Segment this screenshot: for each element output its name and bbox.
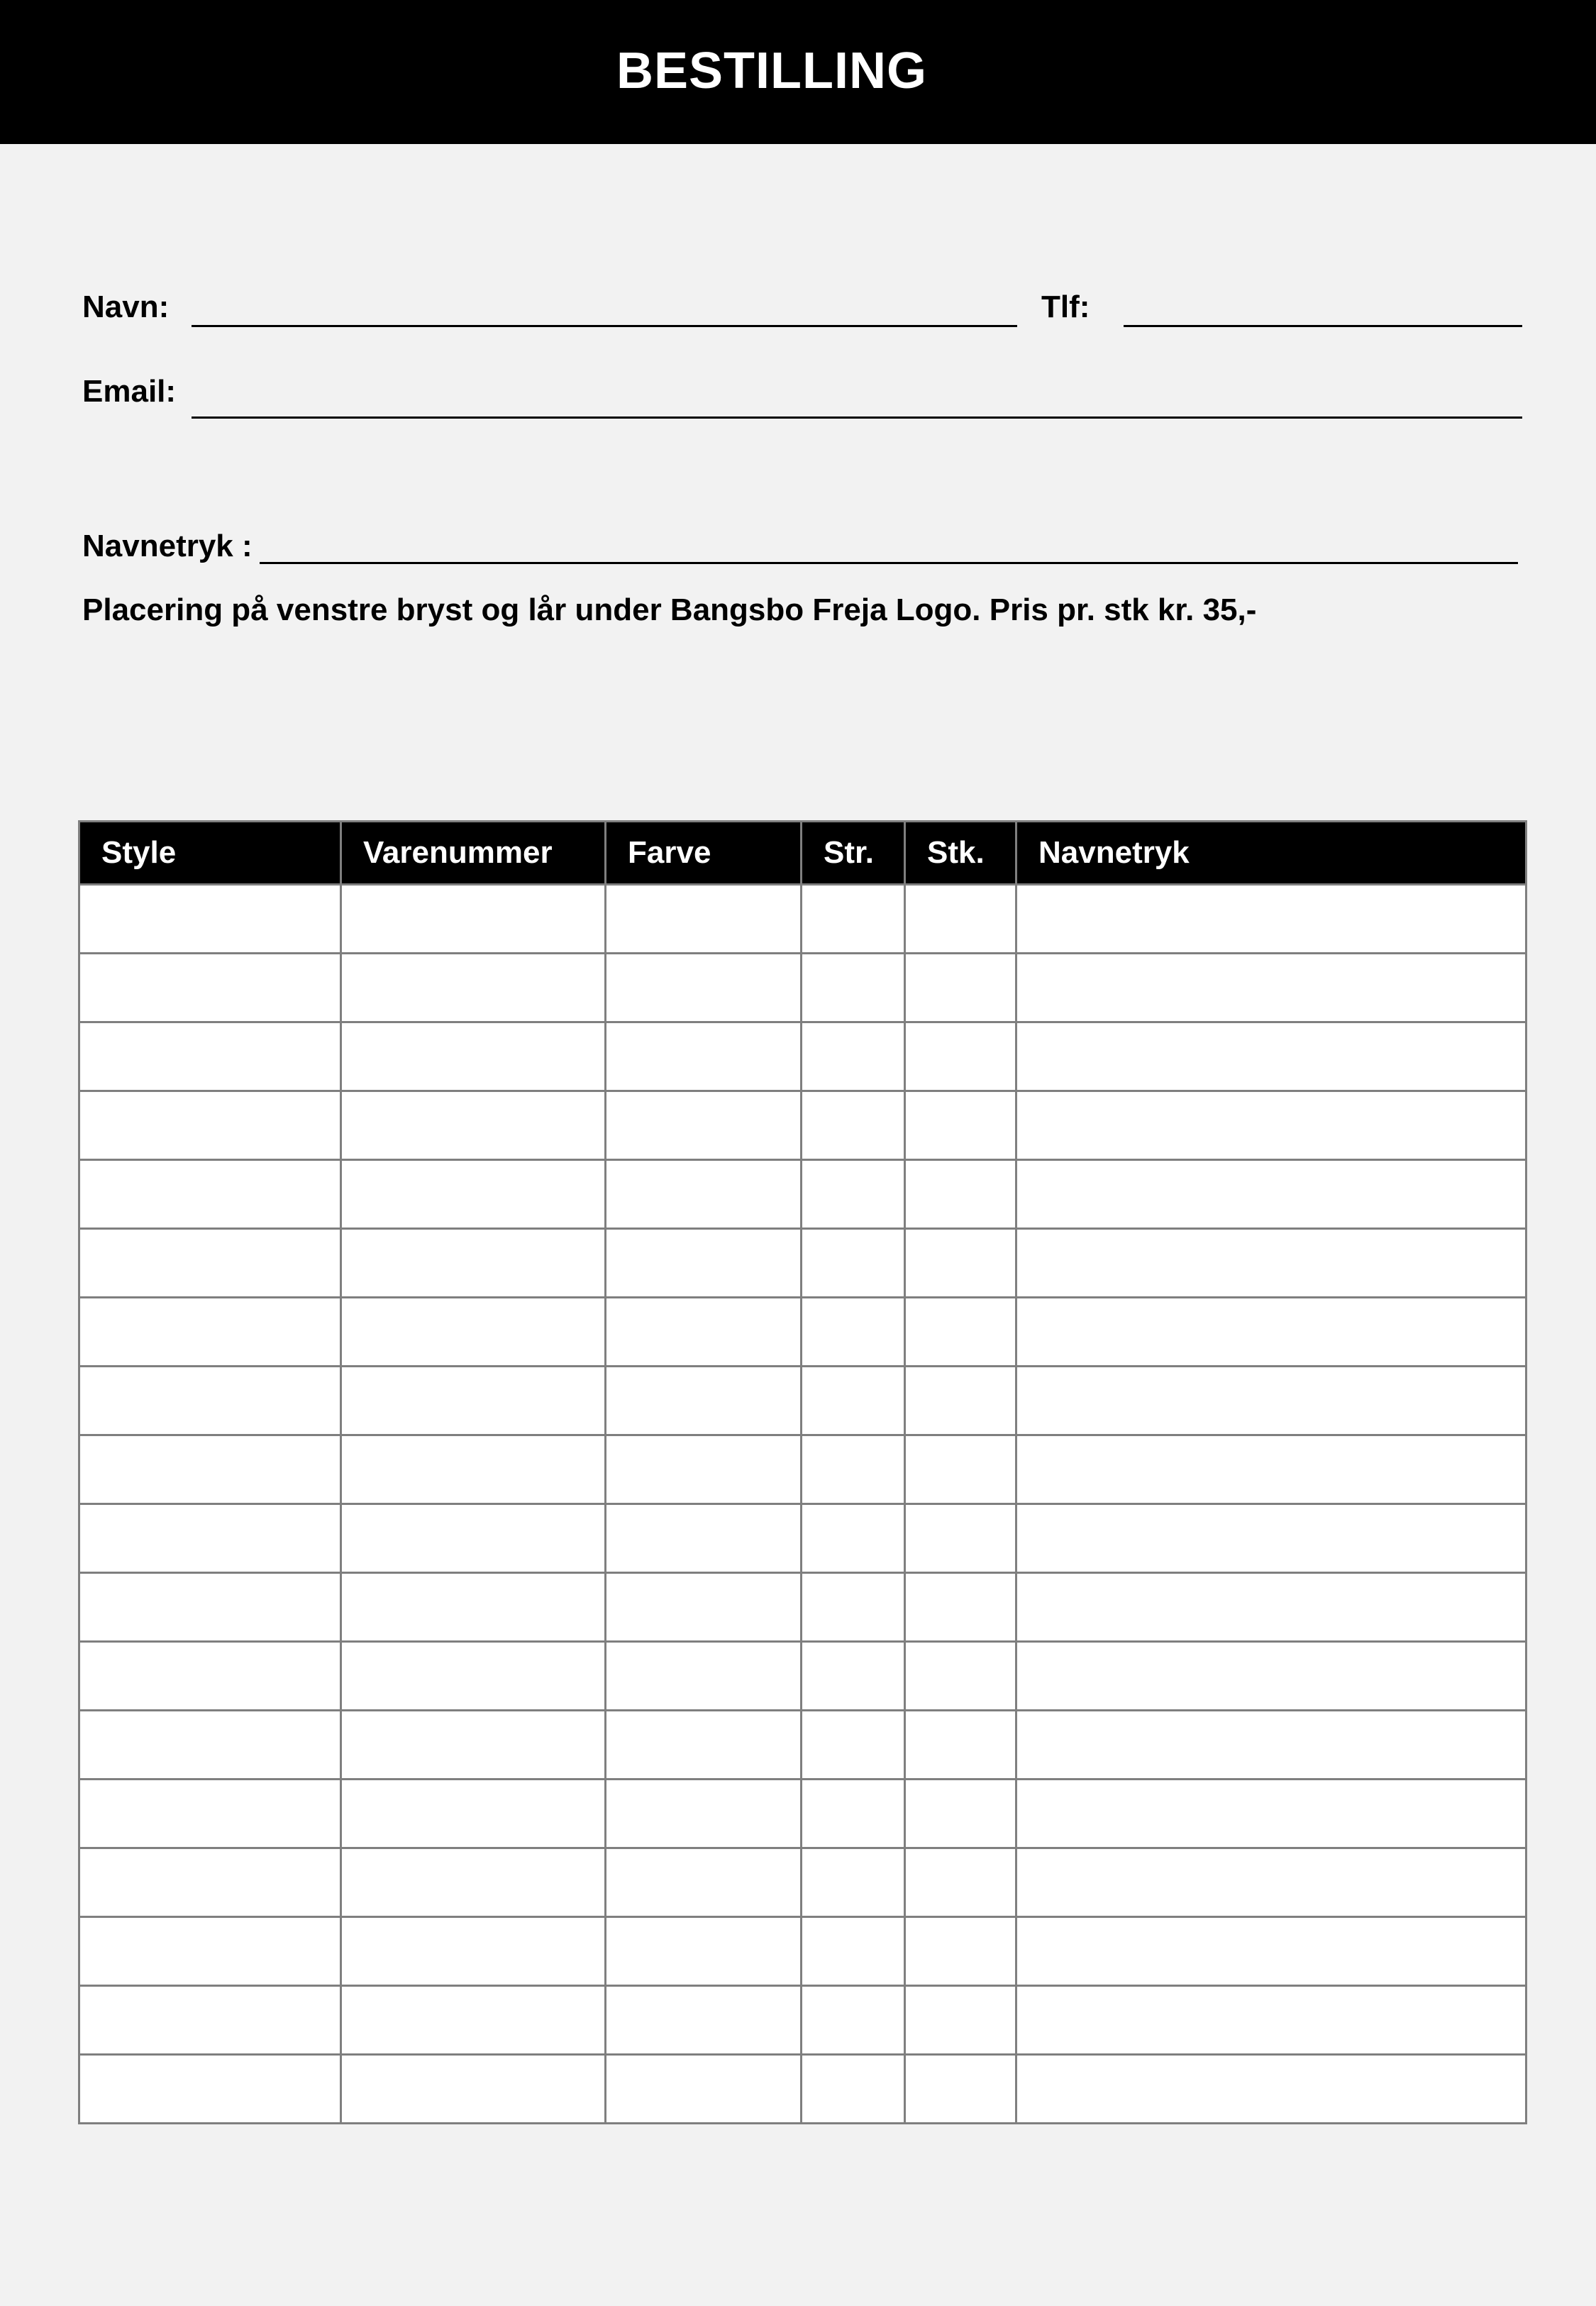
order-cell-style[interactable] <box>79 1022 341 1091</box>
order-table <box>78 820 1527 2124</box>
order-cell-str[interactable] <box>802 885 905 954</box>
order-cell-navnetryk[interactable] <box>1016 1367 1526 1435</box>
order-cell-stk[interactable] <box>905 1504 1016 1573</box>
order-cell-style[interactable] <box>79 1642 341 1711</box>
column-header-varenummer: Varenummer <box>341 822 606 885</box>
order-cell-navnetryk[interactable] <box>1016 1573 1526 1642</box>
order-cell-varenummer[interactable] <box>341 1435 606 1504</box>
table-row <box>79 1504 1526 1573</box>
order-cell-str[interactable] <box>802 2055 905 2124</box>
table-row <box>79 1986 1526 2055</box>
order-cell-str[interactable] <box>802 1229 905 1298</box>
order-cell-farve[interactable] <box>606 2055 802 2124</box>
table-row <box>79 2055 1526 2124</box>
order-cell-varenummer[interactable] <box>341 1780 606 1848</box>
table-row <box>79 1780 1526 1848</box>
name-field[interactable] <box>192 325 1017 327</box>
table-row <box>79 1091 1526 1160</box>
order-cell-farve[interactable] <box>606 1504 802 1573</box>
column-header-stk: Stk. <box>905 822 1016 885</box>
order-cell-style[interactable] <box>79 1367 341 1435</box>
order-cell-stk[interactable] <box>905 1229 1016 1298</box>
order-cell-stk[interactable] <box>905 1367 1016 1435</box>
order-cell-navnetryk[interactable] <box>1016 1229 1526 1298</box>
order-cell-navnetryk[interactable] <box>1016 1711 1526 1780</box>
order-cell-str[interactable] <box>802 1848 905 1917</box>
order-cell-navnetryk[interactable] <box>1016 1298 1526 1367</box>
table-row <box>79 1298 1526 1367</box>
phone-field[interactable] <box>1124 325 1522 327</box>
order-cell-navnetryk[interactable] <box>1016 885 1526 954</box>
order-cell-navnetryk[interactable] <box>1016 1986 1526 2055</box>
order-cell-navnetryk[interactable] <box>1016 1504 1526 1573</box>
table-row <box>79 1367 1526 1435</box>
order-cell-str[interactable] <box>802 1160 905 1229</box>
column-header-str: Str. <box>802 822 905 885</box>
name-print-label: Navnetryk : <box>82 529 253 563</box>
order-cell-varenummer[interactable] <box>341 1504 606 1573</box>
order-cell-str[interactable] <box>802 1573 905 1642</box>
order-cell-navnetryk[interactable] <box>1016 1160 1526 1229</box>
order-cell-style[interactable] <box>79 1986 341 2055</box>
order-cell-navnetryk[interactable] <box>1016 954 1526 1022</box>
order-cell-varenummer[interactable] <box>341 1229 606 1298</box>
order-cell-style[interactable] <box>79 1573 341 1642</box>
column-header-style: Style <box>79 822 341 885</box>
order-cell-farve[interactable] <box>606 1848 802 1917</box>
order-cell-str[interactable] <box>802 1986 905 2055</box>
order-cell-style[interactable] <box>79 1848 341 1917</box>
order-cell-style[interactable] <box>79 1504 341 1573</box>
order-cell-varenummer[interactable] <box>341 1642 606 1711</box>
order-cell-navnetryk[interactable] <box>1016 1642 1526 1711</box>
order-cell-farve[interactable] <box>606 1711 802 1780</box>
order-cell-style[interactable] <box>79 885 341 954</box>
order-cell-navnetryk[interactable] <box>1016 1091 1526 1160</box>
table-header-row <box>79 822 1526 885</box>
order-cell-str[interactable] <box>802 1642 905 1711</box>
order-cell-stk[interactable] <box>905 1435 1016 1504</box>
order-cell-navnetryk[interactable] <box>1016 1917 1526 1986</box>
column-header-navnetryk: Navnetryk <box>1016 822 1526 885</box>
order-cell-stk[interactable] <box>905 1091 1016 1160</box>
order-cell-stk[interactable] <box>905 1711 1016 1780</box>
order-cell-str[interactable] <box>802 1022 905 1091</box>
order-cell-style[interactable] <box>79 954 341 1022</box>
order-cell-str[interactable] <box>802 1435 905 1504</box>
order-cell-varenummer[interactable] <box>341 954 606 1022</box>
table-row <box>79 1848 1526 1917</box>
table-row <box>79 1229 1526 1298</box>
order-cell-farve[interactable] <box>606 1229 802 1298</box>
name-print-field[interactable] <box>260 562 1518 564</box>
order-cell-varenummer[interactable] <box>341 1160 606 1229</box>
phone-label: Tlf: <box>1041 289 1090 324</box>
order-cell-farve[interactable] <box>606 1573 802 1642</box>
order-cell-stk[interactable] <box>905 1573 1016 1642</box>
order-cell-str[interactable] <box>802 1367 905 1435</box>
order-cell-stk[interactable] <box>905 1780 1016 1848</box>
order-cell-farve[interactable] <box>606 1917 802 1986</box>
order-cell-stk[interactable] <box>905 1917 1016 1986</box>
order-cell-style[interactable] <box>79 2055 341 2124</box>
table-row <box>79 885 1526 954</box>
order-cell-str[interactable] <box>802 1711 905 1780</box>
order-cell-style[interactable] <box>79 1780 341 1848</box>
order-cell-navnetryk[interactable] <box>1016 1435 1526 1504</box>
order-cell-stk[interactable] <box>905 2055 1016 2124</box>
order-cell-str[interactable] <box>802 954 905 1022</box>
order-cell-style[interactable] <box>79 1229 341 1298</box>
order-cell-farve[interactable] <box>606 1160 802 1229</box>
order-cell-str[interactable] <box>802 1917 905 1986</box>
order-cell-farve[interactable] <box>606 1367 802 1435</box>
order-cell-str[interactable] <box>802 1780 905 1848</box>
order-table-body <box>79 885 1526 2124</box>
name-label: Navn: <box>82 289 170 324</box>
table-row <box>79 1022 1526 1091</box>
order-cell-varenummer[interactable] <box>341 1091 606 1160</box>
order-cell-style[interactable] <box>79 1160 341 1229</box>
order-cell-stk[interactable] <box>905 1848 1016 1917</box>
order-cell-stk[interactable] <box>905 1986 1016 2055</box>
order-cell-farve[interactable] <box>606 1091 802 1160</box>
table-row <box>79 1160 1526 1229</box>
order-cell-navnetryk[interactable] <box>1016 1022 1526 1091</box>
table-row <box>79 1917 1526 1986</box>
order-cell-farve[interactable] <box>606 1642 802 1711</box>
order-cell-farve[interactable] <box>606 1298 802 1367</box>
order-cell-farve[interactable] <box>606 885 802 954</box>
order-cell-varenummer[interactable] <box>341 885 606 954</box>
order-cell-str[interactable] <box>802 1504 905 1573</box>
table-row <box>79 954 1526 1022</box>
order-cell-stk[interactable] <box>905 954 1016 1022</box>
order-cell-stk[interactable] <box>905 1022 1016 1091</box>
order-cell-stk[interactable] <box>905 1298 1016 1367</box>
order-cell-varenummer[interactable] <box>341 1573 606 1642</box>
order-cell-varenummer[interactable] <box>341 1711 606 1780</box>
order-cell-navnetryk[interactable] <box>1016 2055 1526 2124</box>
order-cell-farve[interactable] <box>606 1022 802 1091</box>
order-cell-varenummer[interactable] <box>341 1848 606 1917</box>
order-cell-str[interactable] <box>802 1091 905 1160</box>
order-cell-stk[interactable] <box>905 1642 1016 1711</box>
order-cell-style[interactable] <box>79 1435 341 1504</box>
order-cell-varenummer[interactable] <box>341 1298 606 1367</box>
table-row <box>79 1435 1526 1504</box>
order-cell-style[interactable] <box>79 1091 341 1160</box>
table-row <box>79 1711 1526 1780</box>
order-cell-varenummer[interactable] <box>341 1917 606 1986</box>
order-cell-varenummer[interactable] <box>341 1367 606 1435</box>
order-cell-varenummer[interactable] <box>341 2055 606 2124</box>
order-cell-style[interactable] <box>79 1711 341 1780</box>
order-cell-stk[interactable] <box>905 1160 1016 1229</box>
placement-note: Placering på venstre bryst og lår under Bangsbo Freja Logo. Pris pr. stk kr. 35,- <box>82 592 1257 627</box>
order-cell-farve[interactable] <box>606 1780 802 1848</box>
order-cell-style[interactable] <box>79 1298 341 1367</box>
page-title: BESTILLING <box>616 43 927 99</box>
order-cell-navnetryk[interactable] <box>1016 1848 1526 1917</box>
order-cell-farve[interactable] <box>606 954 802 1022</box>
order-cell-farve[interactable] <box>606 1435 802 1504</box>
column-header-farve: Farve <box>606 822 802 885</box>
order-cell-style[interactable] <box>79 1917 341 1986</box>
order-cell-str[interactable] <box>802 1298 905 1367</box>
email-field[interactable] <box>192 416 1522 419</box>
order-cell-navnetryk[interactable] <box>1016 1780 1526 1848</box>
email-label: Email: <box>82 374 177 409</box>
table-row <box>79 1642 1526 1711</box>
order-cell-farve[interactable] <box>606 1986 802 2055</box>
order-cell-varenummer[interactable] <box>341 1986 606 2055</box>
table-row <box>79 1573 1526 1642</box>
order-cell-varenummer[interactable] <box>341 1022 606 1091</box>
order-cell-stk[interactable] <box>905 885 1016 954</box>
